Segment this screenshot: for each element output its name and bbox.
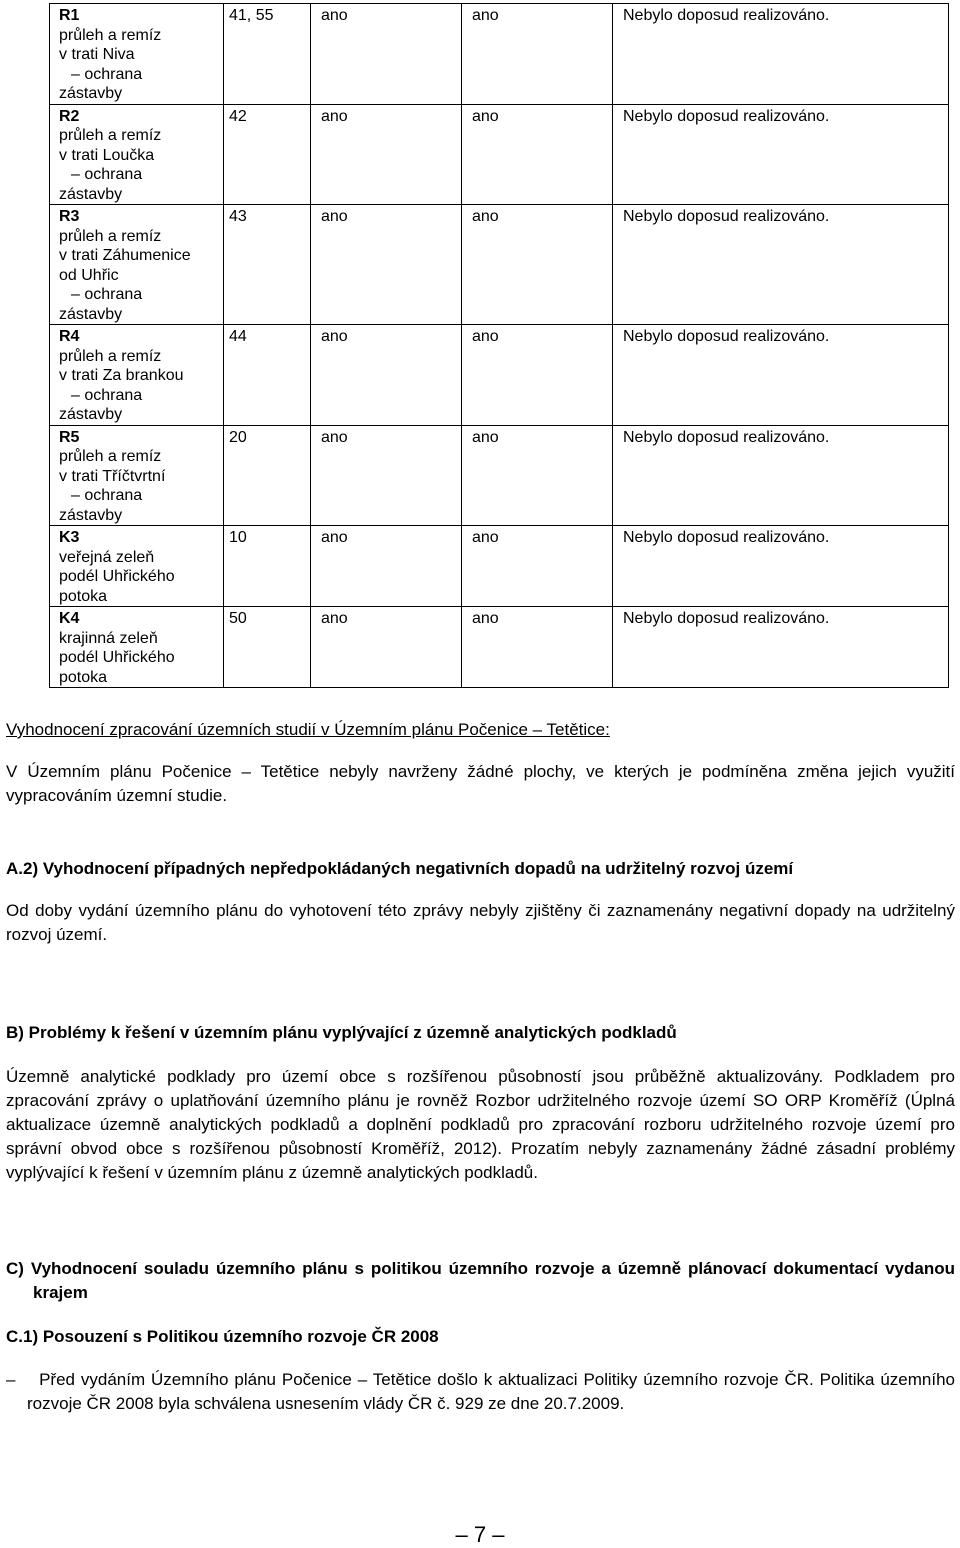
col3-cell: ano <box>311 607 462 688</box>
col3-cell: ano <box>311 325 462 426</box>
measure-name-cell <box>50 205 224 325</box>
measure-description-line: v trati Niva <box>59 46 135 63</box>
c1-heading: C.1) Posouzení s Politikou územního rozvoje ČR 2008 <box>6 1327 439 1346</box>
measure-description-line: průleh a remíz <box>59 347 162 365</box>
measure-description-line: veřejná zeleň <box>59 548 155 566</box>
measure-description-line: od Uhřic <box>59 266 119 284</box>
measure-code: K4 <box>59 610 80 627</box>
a2-text: Od doby vydání územního plánu do vyhotovení této zprávy nebyly zjištěny či zaznamenány negativní dopady na udržitelný rozvoj území. <box>6 901 955 944</box>
col4-cell: ano <box>462 205 613 325</box>
parcel-number-cell: 44 <box>224 325 311 426</box>
table-row <box>50 526 949 607</box>
measure-name-cell <box>50 607 224 688</box>
studies-section <box>6 718 955 808</box>
c-heading: C) Vyhodnocení souladu územního plánu s politikou územního rozvoje a územně plánovací dokumentací vydanou krajem <box>6 1259 955 1302</box>
col4-cell: ano <box>462 104 613 205</box>
col3-cell: ano <box>311 205 462 325</box>
measure-name-cell <box>50 526 224 607</box>
measure-description-line: průleh a remíz <box>59 26 162 44</box>
measure-description-line: – ochrana <box>71 286 143 303</box>
measure-description-line: krajinná zeleň <box>59 629 158 647</box>
measure-description-line: – ochrana <box>71 166 143 183</box>
page-number: – 7 – <box>455 1522 505 1547</box>
measure-name-cell <box>50 104 224 205</box>
studies-text: V Územním plánu Počenice – Tetětice nebyly navrženy žádné plochy, ve kterých je podmíněna změna jejich využití vypracováním územní studie. <box>6 762 955 805</box>
status-cell: Nebylo doposud realizováno. <box>613 526 949 607</box>
col3-cell: ano <box>311 526 462 607</box>
measure-description-line: zástavby <box>59 185 123 203</box>
col3-cell: ano <box>311 4 462 105</box>
parcel-number-cell: 50 <box>224 607 311 688</box>
measure-description-line: zástavby <box>59 85 123 102</box>
measure-description-line: zástavby <box>59 305 123 323</box>
parcel-number-cell: 43 <box>224 205 311 325</box>
status-cell: Nebylo doposud realizováno. <box>613 425 949 526</box>
col4-cell: ano <box>462 607 613 688</box>
measure-description-line: podél Uhřického <box>59 568 175 585</box>
status-cell: Nebylo doposud realizováno. <box>613 205 949 325</box>
measure-description-line: – ochrana <box>71 487 143 504</box>
parcel-number-cell: 10 <box>224 526 311 607</box>
table-row <box>50 104 949 205</box>
measure-description-line: potoka <box>59 587 108 605</box>
measure-code: R4 <box>59 328 80 345</box>
measure-name-cell <box>50 325 224 426</box>
measure-code: R1 <box>59 7 80 24</box>
status-cell: Nebylo doposud realizováno. <box>613 607 949 688</box>
status-cell: Nebylo doposud realizováno. <box>613 4 949 105</box>
measure-description-line: podél Uhřického <box>59 649 175 666</box>
col3-cell: ano <box>311 104 462 205</box>
measure-description-line: – ochrana <box>71 65 143 83</box>
table-row <box>50 205 949 325</box>
parcel-number-cell: 41, 55 <box>224 4 311 105</box>
measure-code: R2 <box>59 107 80 125</box>
measure-code: K3 <box>59 529 80 546</box>
col4-cell: ano <box>462 4 613 105</box>
measure-name-cell <box>50 4 224 105</box>
status-cell: Nebylo doposud realizováno. <box>613 325 949 426</box>
measure-description-line: průleh a remíz <box>59 227 162 245</box>
measure-description-line: zástavby <box>59 506 123 524</box>
measure-description-line: průleh a remíz <box>59 127 162 144</box>
measure-description-line: – ochrana <box>71 386 143 404</box>
table-row <box>50 607 949 688</box>
measure-description-line: v trati Za brankou <box>59 367 184 384</box>
measure-description-line: potoka <box>59 668 108 686</box>
b-section <box>6 1021 955 1185</box>
c-section <box>6 1257 955 1416</box>
measures-table <box>49 3 949 688</box>
measure-description-line: v trati Loučka <box>59 146 155 164</box>
measure-description-line: v trati Tříčtvrtní <box>59 467 166 485</box>
a2-section <box>6 857 955 947</box>
measure-description-line: v trati Záhumenice <box>59 247 191 264</box>
measure-description-line: zástavby <box>59 406 123 423</box>
measure-description-line: průleh a remíz <box>59 448 162 465</box>
measure-code: R5 <box>59 428 80 446</box>
b-heading: B) Problémy k řešení v územním plánu vyplývající z územně analytických podkladů <box>6 1023 677 1042</box>
list-dash: – <box>6 1370 16 1389</box>
c1-list-item <box>6 1368 955 1416</box>
a2-heading: A.2) Vyhodnocení případných nepředpokládaných negativních dopadů na udržitelný rozvoj území <box>6 859 794 878</box>
table-row <box>50 4 949 105</box>
c1-item-text: Před vydáním Územního plánu Počenice – Tetětice došlo k aktualizaci Politiky územního rozvoje ČR. Politika územního rozvoje ČR 2008 byla schválena usnesením vlády ČR č. 929 ze dne 20.7.2009. <box>27 1370 955 1413</box>
measure-code: R3 <box>59 208 80 225</box>
col4-cell: ano <box>462 325 613 426</box>
table-row <box>50 425 949 526</box>
studies-heading: Vyhodnocení zpracování územních studií v Územním plánu Počenice – Tetětice: <box>6 720 610 739</box>
measure-name-cell <box>50 425 224 526</box>
parcel-number-cell: 20 <box>224 425 311 526</box>
col4-cell: ano <box>462 526 613 607</box>
col4-cell: ano <box>462 425 613 526</box>
col3-cell: ano <box>311 425 462 526</box>
table-row <box>50 325 949 426</box>
b-text: Územně analytické podklady pro území obce s rozšířenou působností jsou průběžně aktualizovány. Podkladem pro zpracování zprávy o uplatňování územního plánu je rovněž Rozbor udržitelného rozvoje území SO ORP Kroměříž (Úplná aktualizace územně analytických podkladů a doplnění podkladů pro zpracování rozboru udržitelného rozvoje území pro správní obvod obce s rozšířenou působností Kroměříž, 2012). Prozatím nebyly zaznamenány žádné zásadní problémy vyplývající k řešení v územním plánu z územně analytických podkladů. <box>6 1067 955 1182</box>
status-cell: Nebylo doposud realizováno. <box>613 104 949 205</box>
parcel-number-cell: 42 <box>224 104 311 205</box>
